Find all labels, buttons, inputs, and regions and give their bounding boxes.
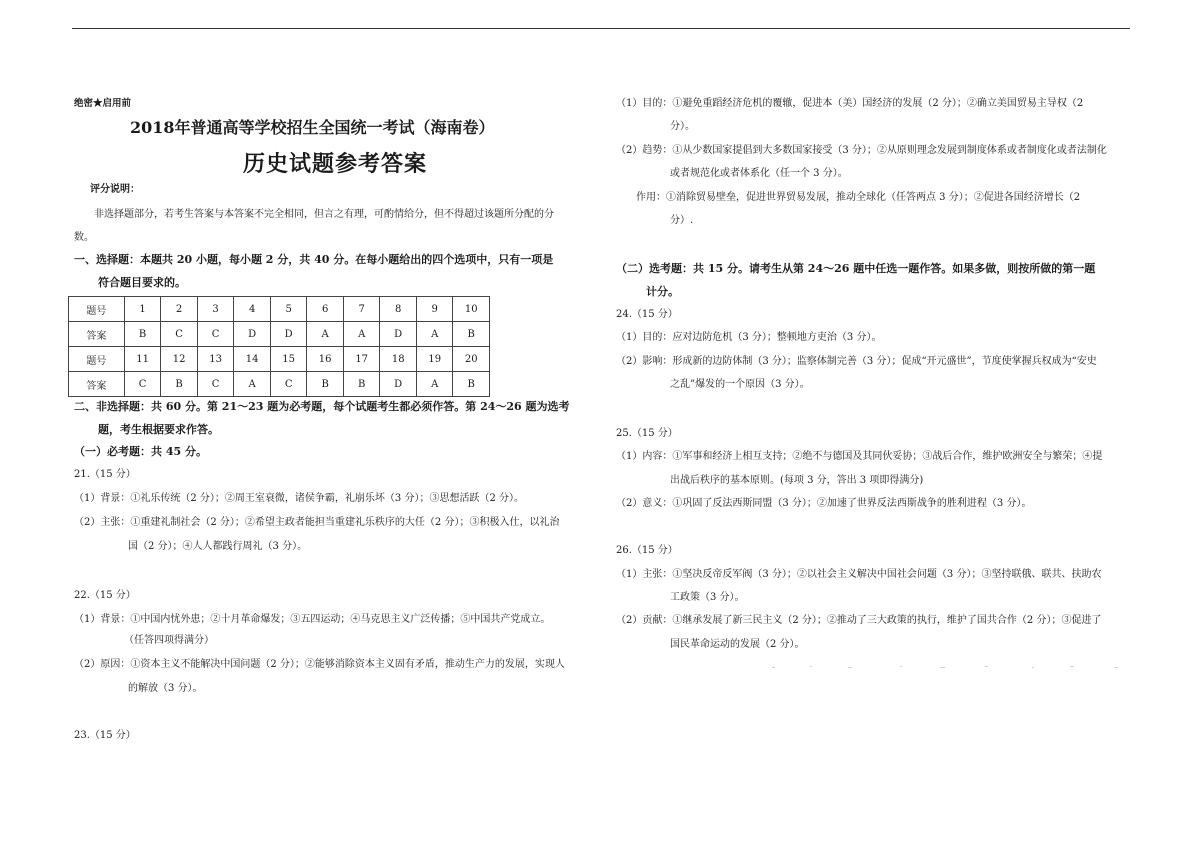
table-cell-label: 答案	[69, 322, 125, 347]
table-cell: A	[307, 322, 344, 347]
table-cell: 3	[197, 297, 234, 322]
table-cell: D	[380, 322, 417, 347]
q24-line: （1）目的：应对边防危机（3 分）；整顿地方吏治（3 分）。	[616, 332, 882, 343]
q21-line: （2）主张：①重建礼制社会（2 分）；②希望主政者能担当重建礼乐秩序的大任（2 分）；③积极入仕，以礼治	[74, 517, 560, 528]
table-cell: C	[161, 322, 198, 347]
table-cell: 11	[124, 347, 161, 372]
secret-mark: 绝密★启用前	[74, 98, 132, 109]
part1-heading: 一、选择题：本题共 20 小题，每小题 2 分，共 40 分。在每小题给出的四个选项中，只有一项是	[74, 253, 554, 266]
q24-line: 之乱”爆发的一个原因（3 分）。	[670, 379, 810, 390]
table-cell: 2	[161, 297, 198, 322]
table-cell: 9	[416, 297, 453, 322]
q21-title: 21.（15 分）	[74, 469, 136, 480]
q22-line: （2）原因：①资本主义不能解决中国问题（2 分）；②能够消除资本主义固有矛盾，推动生产力的发展，实现人	[74, 659, 565, 670]
q26-line: 工政策（3 分）。	[670, 592, 745, 603]
grading-notes-line: 非选择题部分，若考生答案与本答案不完全相同，但言之有理，可酌情给分，但不得超过该题所分配的分	[94, 209, 554, 220]
table-cell-label: 答案	[69, 372, 125, 397]
q22-line: （任答四项得满分）	[124, 635, 214, 646]
table-cell: 16	[307, 347, 344, 372]
table-cell: 8	[380, 297, 417, 322]
q23-line: （2）趋势：①从少数国家提倡到大多数国家接受（3 分）；②从原则理念发展到制度体系或者制度化或者法制化	[616, 145, 1107, 156]
table-row	[69, 347, 490, 372]
table-cell: C	[197, 322, 234, 347]
table-cell: 5	[270, 297, 307, 322]
table-cell: 6	[307, 297, 344, 322]
table-cell: B	[124, 322, 161, 347]
table-row	[69, 372, 490, 397]
table-cell: 14	[234, 347, 271, 372]
q23-line: 分）。	[670, 121, 695, 132]
table-cell: D	[270, 322, 307, 347]
required-heading: （一）必考题：共 45 分。	[74, 445, 207, 458]
q22-line: （1）背景：①中国内忧外患；②十月革命爆发；③五四运动；④马克思主义广泛传播；⑤中国共产党成立。	[74, 614, 551, 625]
exam-title: 2018年普通高等学校招生全国统一考试（海南卷）	[130, 118, 495, 137]
table-cell-label: 题号	[69, 297, 125, 322]
table-cell: 7	[343, 297, 380, 322]
q25-title: 25.（15 分）	[616, 428, 678, 439]
table-cell: A	[343, 322, 380, 347]
elective-heading-cont: 计分。	[646, 285, 679, 298]
q23-line: 作用：①消除贸易壁垒，促进世界贸易发展，推动全球化（任答两点 3 分）；②促进各国经济增长（2	[636, 192, 1081, 203]
table-row	[69, 322, 490, 347]
table-cell: A	[416, 372, 453, 397]
table-cell: B	[453, 322, 490, 347]
answer-table	[68, 296, 490, 397]
part2-heading: 二、非选择题：共 60 分。第 21～23 题为必考题，每个试题考生都必须作答。第 24～26 题为选考	[74, 400, 570, 413]
table-cell: C	[197, 372, 234, 397]
top-rule	[72, 28, 1130, 29]
table-cell: B	[453, 372, 490, 397]
grading-notes-line: 数。	[74, 232, 94, 243]
table-cell: 4	[234, 297, 271, 322]
table-cell: C	[124, 372, 161, 397]
part1-heading-cont: 符合题目要求的。	[98, 276, 186, 289]
scan-noise	[770, 662, 1130, 672]
table-cell: 10	[453, 297, 490, 322]
q21-line: （1）背景：①礼乐传统（2 分）；②周王室衰微，诸侯争霸，礼崩乐坏（3 分）；③思想活跃（2 分）。	[74, 493, 524, 504]
table-row	[69, 297, 490, 322]
grading-notes-heading: 评分说明：	[90, 184, 140, 195]
subject-title: 历史试题参考答案	[243, 151, 428, 177]
table-cell: 13	[197, 347, 234, 372]
q25-line: （1）内容：①军事和经济上相互支持；②绝不与德国及其同伙妥协；③战后合作，维护欧洲安全与繁荣；④提	[616, 451, 1103, 462]
table-cell: B	[161, 372, 198, 397]
table-cell: D	[380, 372, 417, 397]
table-cell: A	[234, 372, 271, 397]
q26-line: 国民革命运动的发展（2 分）。	[670, 639, 805, 650]
q26-line: （2）贡献：①继承发展了新三民主义（2 分）；②推动了三大政策的执行，维护了国共合作（2 分）；③促进了	[616, 615, 1102, 626]
part2-heading-cont: 题，考生根据要求作答。	[98, 423, 219, 436]
table-cell: 15	[270, 347, 307, 372]
table-cell: 20	[453, 347, 490, 372]
q25-line: （2）意义：①巩固了反法西斯同盟（3 分）；②加速了世界反法西斯战争的胜利进程（3 分）。	[616, 498, 1032, 509]
table-cell: A	[416, 322, 453, 347]
q23-line: 分）.	[670, 215, 694, 226]
table-cell: 19	[416, 347, 453, 372]
table-cell-label: 题号	[69, 347, 125, 372]
q23-line: 或者规范化或者体系化（任一个 3 分）。	[670, 168, 848, 179]
table-cell: 18	[380, 347, 417, 372]
table-cell: C	[270, 372, 307, 397]
q24-title: 24.（15 分）	[616, 309, 678, 320]
q22-line: 的解放（3 分）。	[128, 683, 203, 694]
q24-line: （2）影响：形成新的边防体制（3 分）；监察体制完善（3 分）；促成“开元盛世”，节度使掌握兵权成为“安史	[616, 356, 1097, 367]
table-cell: B	[343, 372, 380, 397]
q26-line: （1）主张：①坚决反帝反军阀（3 分）；②以社会主义解决中国社会问题（3 分）；③坚持联俄、联共、扶助农	[616, 569, 1102, 580]
q21-line: 国（2 分）；④人人都践行周礼（3 分）。	[128, 541, 308, 552]
table-cell: D	[234, 322, 271, 347]
q23-title: 23.（15 分）	[74, 730, 136, 741]
q22-title: 22.（15 分）	[74, 590, 136, 601]
table-cell: 12	[161, 347, 198, 372]
table-cell: B	[307, 372, 344, 397]
q23-line: （1）目的：①避免重蹈经济危机的覆辙，促进本（美）国经济的发展（2 分）；②确立美国贸易主导权（2	[616, 98, 1084, 109]
table-cell: 17	[343, 347, 380, 372]
q25-line: 出战后秩序的基本原则。(每项 3 分，答出 3 项即得满分)	[670, 475, 924, 486]
elective-heading: （二）选考题：共 15 分。请考生从第 24～26 题中任选一题作答。如果多做，则按所做的第一题	[616, 262, 1096, 275]
q26-title: 26.（15 分）	[616, 545, 678, 556]
table-cell: 1	[124, 297, 161, 322]
